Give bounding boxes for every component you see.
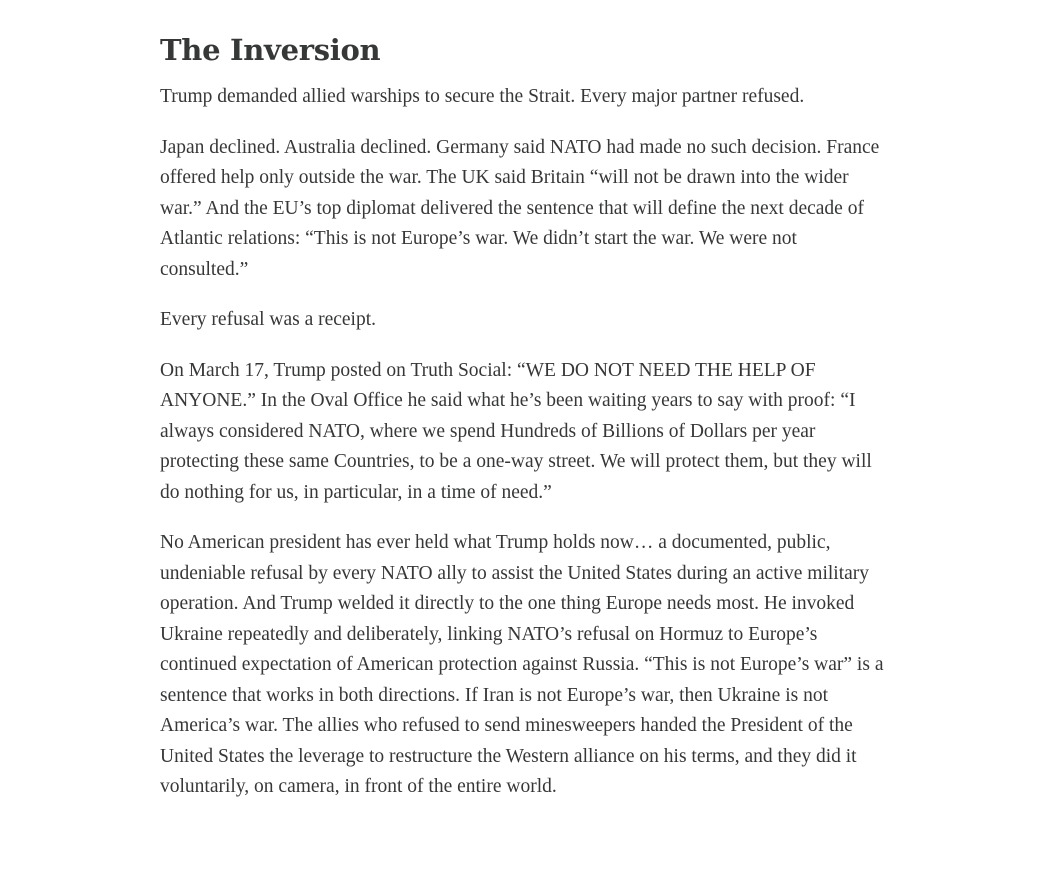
article-title: The Inversion (160, 33, 381, 67)
paragraph-4: On March 17, Trump posted on Truth Social: “WE DO NOT NEED THE HELP OF ANYONE.” In the Oval Office he said what he’s been waiting years to say with proof: “I always considered NATO, where we spend Hundreds of Billions of Dollars per year protecting these same Countries, to be a one-way street. We will protect them, but they will do nothing for us, in particular, in a time of need.” (160, 359, 872, 503)
paragraph-3: Every refusal was a receipt. (160, 309, 377, 330)
paragraph-2: Japan declined. Australia declined. Germany said NATO had made no such decision. France offered help only outside the war. The UK said Britain “will not be drawn into the wider war.” And the EU’s top diplomat delivered the sentence that will define the next decade of Atlantic relations: “This is not Europe’s war. We didn’t start the war. We were not consulted.” (160, 136, 880, 280)
paragraph-5: No American president has ever held what Trump holds now… a documented, public, undeniable refusal by every NATO ally to assist the United States during an active military operation. And Trump welded it directly to the one thing Europe needs most. He invoked Ukraine repeatedly and deliberately, linking NATO’s refusal on Hormuz to Europe’s continued expectation of American protection against Russia. “This is not Europe’s war” is a sentence that works in both directions. If Iran is not Europe’s war, then Ukraine is not America’s war. The allies who refused to send minesweepers handed the President of the United States the leverage to restructure the Western alliance on his terms, and they did it voluntarily, on camera, in front of the entire world. (160, 532, 884, 797)
article (160, 30, 890, 823)
paragraph-1: Trump demanded allied warships to secure the Strait. Every major partner refused. (160, 86, 805, 107)
